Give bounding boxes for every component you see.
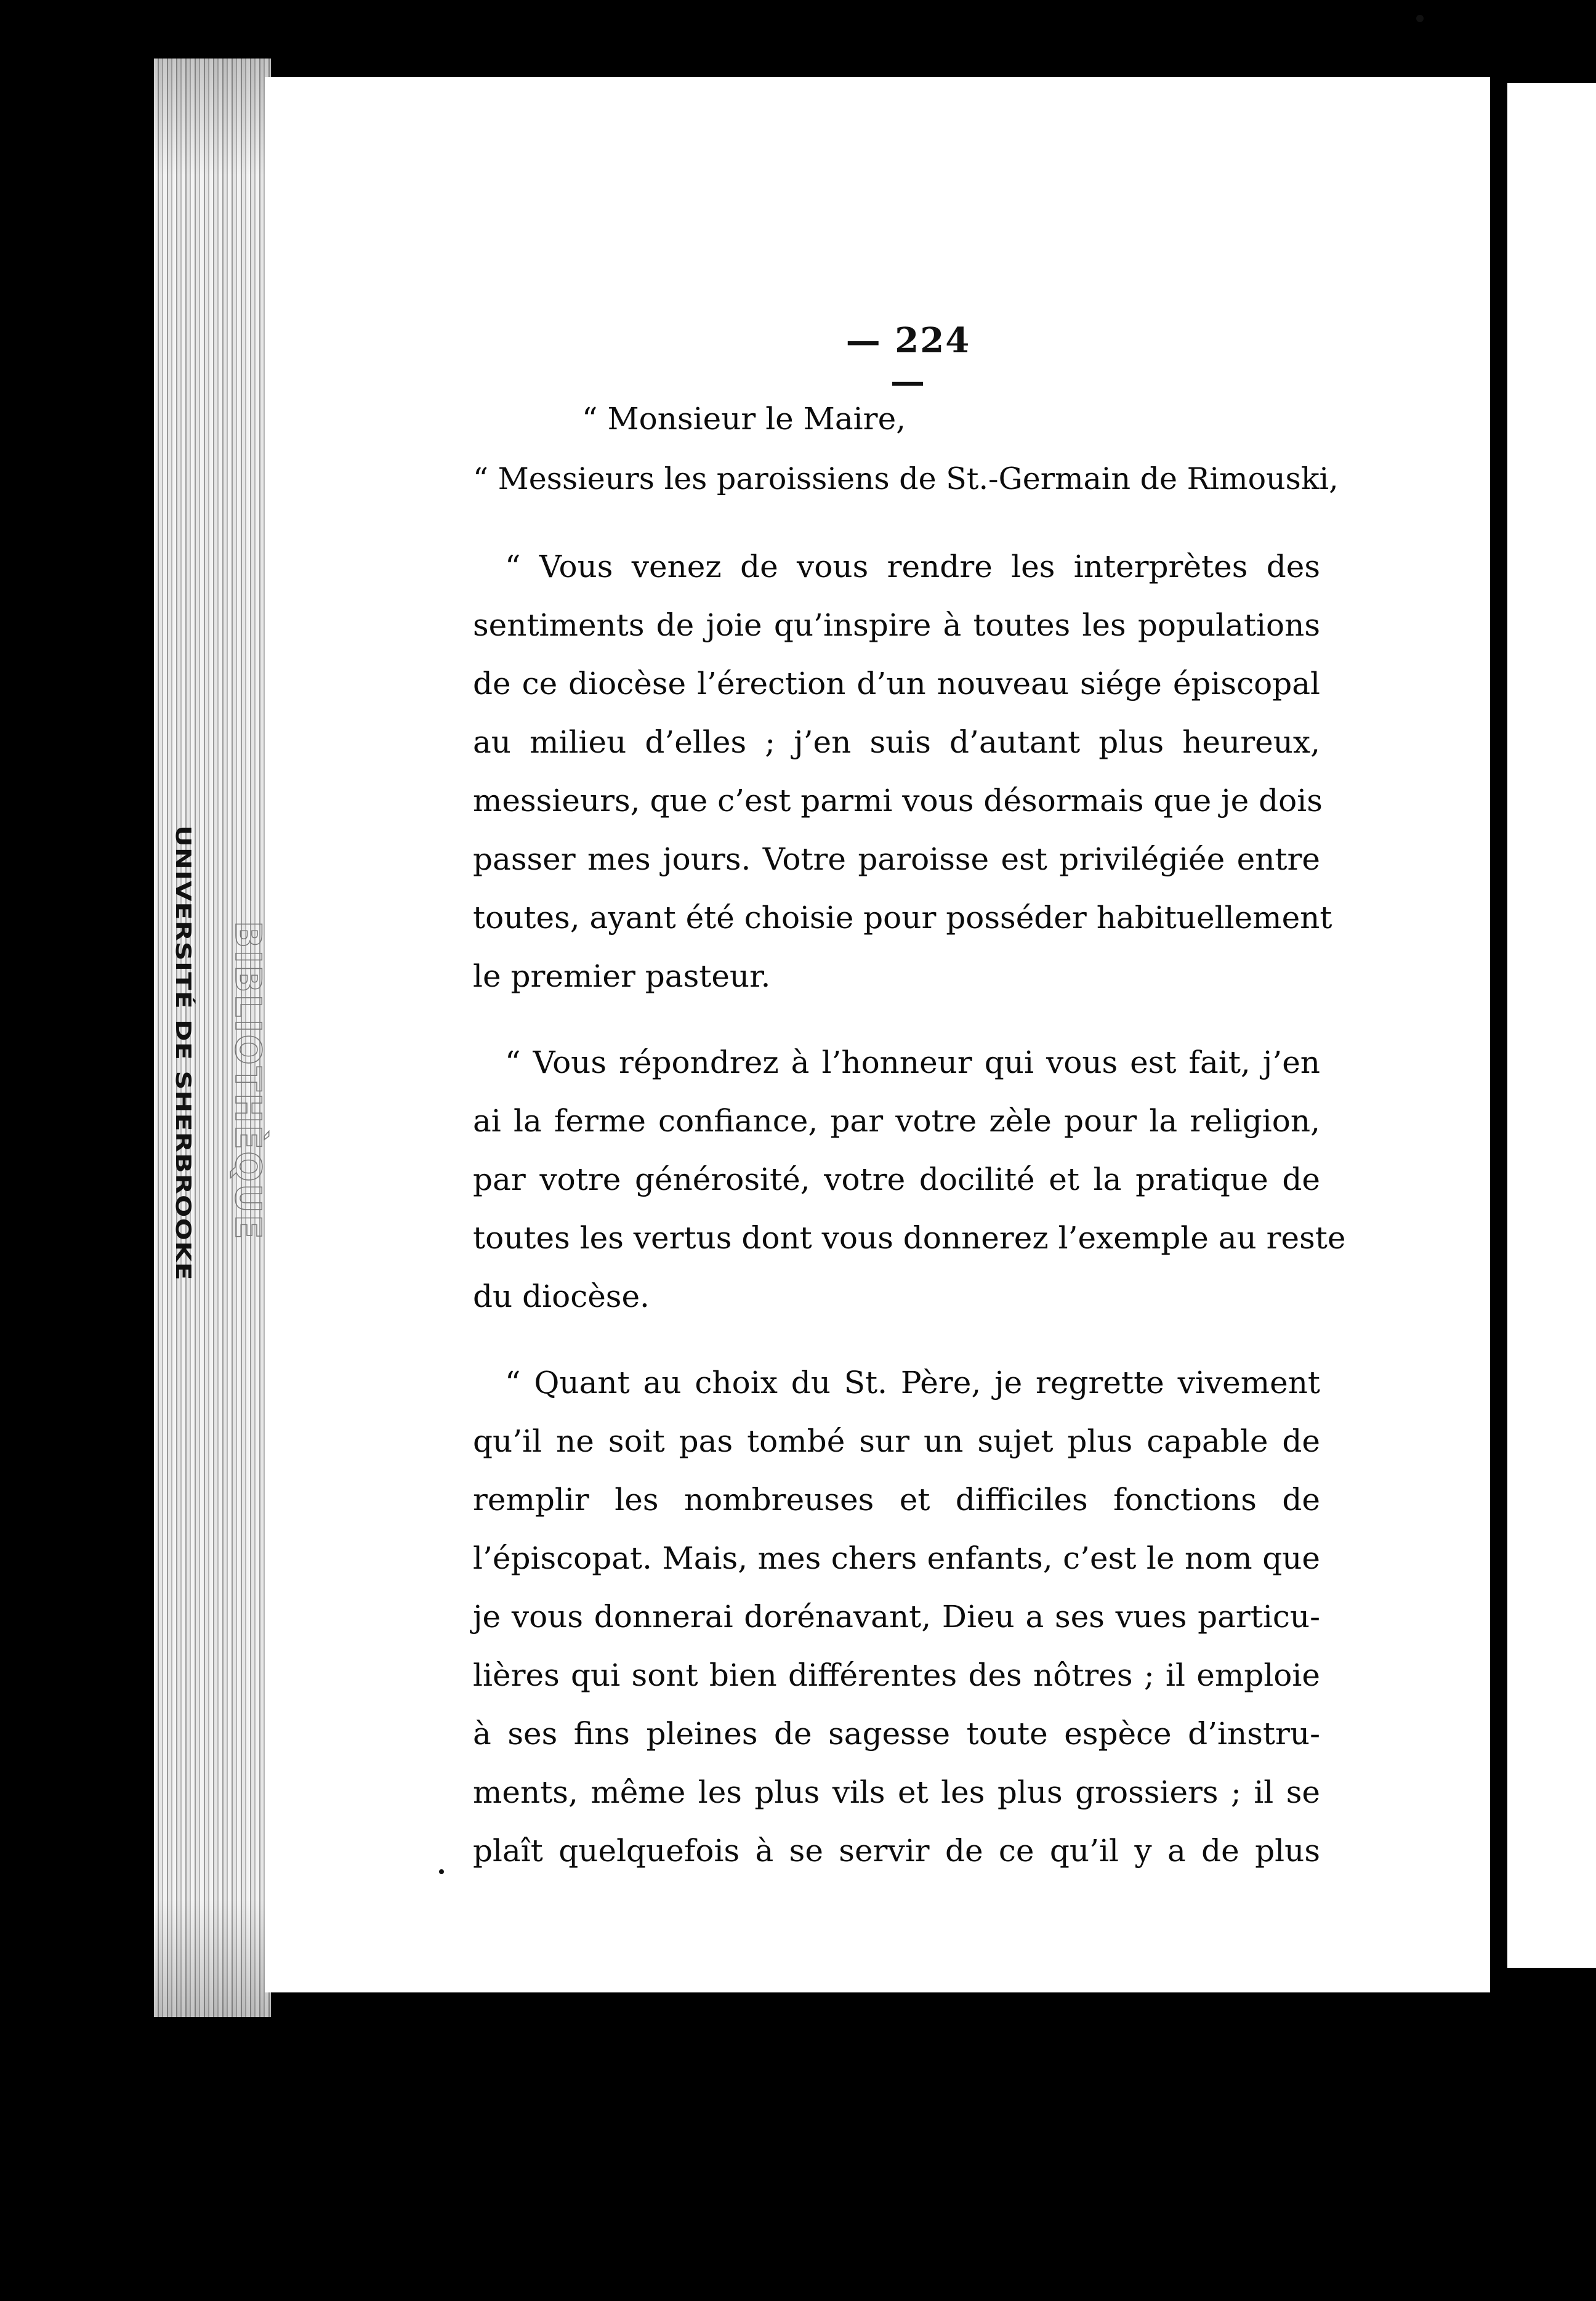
text-line: l’épiscopat. Mais, mes chers enfants, c’est le nom que xyxy=(473,1540,1320,1576)
text-line: lières qui sont bien différentes des nôtres ; il emploie xyxy=(473,1657,1320,1693)
text-line: “ Vous répondrez à l’honneur qui vous est fait, j’en xyxy=(505,1045,1320,1080)
salutation-parishioners: “ Messieurs les paroissiens de St.-Germain de Rimouski, xyxy=(473,461,1339,496)
text-line: sentiments de joie qu’inspire à toutes les populations xyxy=(473,607,1320,643)
text-line: qu’il ne soit pas tombé sur un sujet plus capable de xyxy=(473,1423,1320,1459)
library-stamp xyxy=(159,825,269,1306)
text-line: ai la ferme confiance, par votre zèle pour la religion, xyxy=(473,1103,1320,1139)
text-line: du diocèse. xyxy=(473,1279,650,1314)
text-line: remplir les nombreuses et difficiles fonctions de xyxy=(473,1482,1320,1518)
text-line: à ses fins pleines de sagesse toute espèce d’instru- xyxy=(473,1716,1320,1752)
text-line: toutes, ayant été choisie pour posséder habituellement xyxy=(473,900,1332,936)
scan-speck xyxy=(439,1869,444,1874)
text-line: “ Vous venez de vous rendre les interprètes des xyxy=(505,549,1320,584)
text-line: de ce diocèse l’érection d’un nouveau siége épiscopal xyxy=(473,666,1320,702)
salutation-mayor: “ Monsieur le Maire, xyxy=(582,401,906,437)
text-line: par votre générosité, votre docilité et la pratique de xyxy=(473,1162,1320,1197)
text-line: le premier pasteur. xyxy=(473,958,771,994)
scan-speck xyxy=(1416,15,1424,22)
text-line: au milieu d’elles ; j’en suis d’autant plus heureux, xyxy=(473,724,1320,760)
stamp-university-text: UNIVERSITÉ DE SHERBROOKE xyxy=(171,825,195,1188)
text-line: ments, même les plus vils et les plus grossiers ; il se xyxy=(473,1774,1320,1810)
text-line: messieurs, que c’est parmi vous désormais que je dois xyxy=(473,783,1323,819)
text-line: je vous donnerai dorénavant, Dieu a ses vues particu- xyxy=(473,1599,1320,1635)
next-page-edge xyxy=(1507,83,1596,1968)
stamp-library-text: BIBLIOTHÈQUE xyxy=(227,921,269,1240)
text-line: “ Quant au choix du St. Père, je regrette vivement xyxy=(505,1365,1320,1401)
page-number: — 224 — xyxy=(845,320,971,402)
text-line: plaît quelquefois à se servir de ce qu’il y a de plus xyxy=(473,1833,1320,1869)
text-line: passer mes jours. Votre paroisse est privilégiée entre xyxy=(473,841,1320,877)
text-line: toutes les vertus dont vous donnerez l’exemple au reste xyxy=(473,1220,1346,1256)
